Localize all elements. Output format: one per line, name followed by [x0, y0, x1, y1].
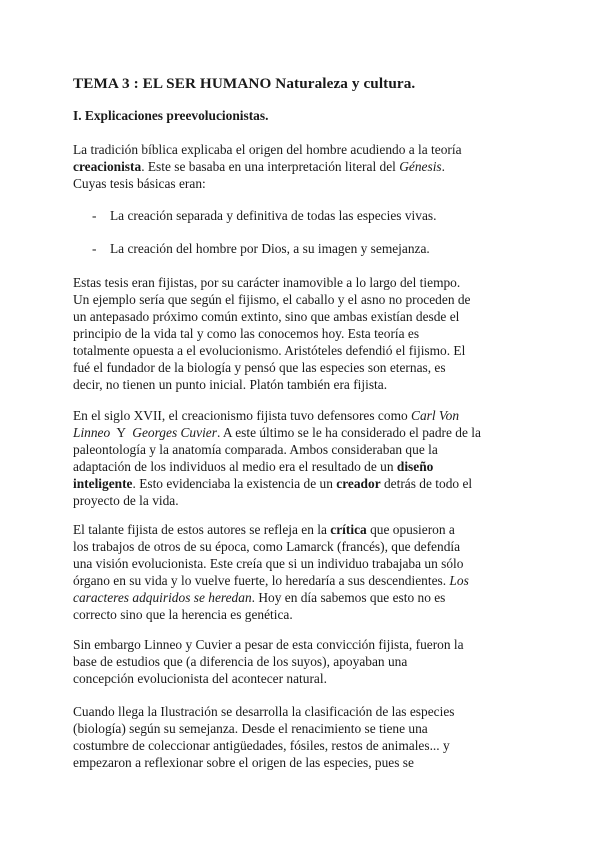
list-item: - La creación separada y definitiva de todas las especies vivas. [92, 208, 437, 223]
paragraph-ilustracion [73, 703, 533, 771]
text-line: proyecto de la vida. [73, 493, 179, 508]
text-line: los trabajos de otros de su época, como Lamarck (francés), que defendía [73, 539, 461, 554]
italic-term: Linneo [73, 425, 111, 440]
text-line: totalmente opuesta a el evolucionismo. Aristóteles defendió el fijismo. El [73, 343, 466, 358]
text-line: costumbre de coleccionar antigüedades, fósiles, restos de animales... y [73, 738, 450, 753]
text-line: una visión evolucionista. Este creía que si un individuo trabajaba un sólo [73, 556, 464, 571]
bold-term: creacionista [73, 159, 142, 174]
list-dash: - [92, 208, 97, 223]
list-item: - La creación del hombre por Dios, a su imagen y semejanza. [92, 241, 430, 256]
text-line: (biología) según su semejanza. Desde el renacimiento se tiene una [73, 721, 428, 736]
text-line: Linneo Y Georges Cuvier. A este último se le ha considerado el padre de la [73, 425, 481, 440]
text-line: Cuyas tesis básicas eran: [73, 176, 206, 191]
text-line: empezaron a reflexionar sobre el origen de las especies, pues se [73, 755, 414, 770]
bold-term: diseño [396, 459, 434, 474]
text-line: Cuando llega la Ilustración se desarrolla la clasificación de las especies [73, 704, 455, 719]
text-line: El talante fijista de estos autores se refleja en la crítica que opusieron a [73, 522, 455, 537]
italic-term: Carl Von [411, 408, 460, 423]
paragraph-intro [73, 141, 533, 192]
italic-term: Georges Cuvier [132, 425, 217, 440]
paragraph-linneo-cuvier [73, 636, 533, 687]
text-line: caracteres adquiridos se heredan. Hoy en día sabemos que esto no es [73, 590, 446, 605]
text-line: correcto sino que la herencia es genética. [73, 607, 293, 622]
text-line: paleontología y la anatomía comparada. Ambos consideraban que la [73, 442, 438, 457]
text-line: Estas tesis eran fijistas, por su carácter inamovible a lo largo del tiempo. [73, 275, 461, 290]
italic-term: Los [449, 573, 469, 588]
text-line: órgano en su vida y lo vuelve fuerte, lo heredaría a sus descendientes. Los [73, 573, 469, 588]
text-line: La tradición bíblica explicaba el origen del hombre acudiendo a la teoría [73, 142, 462, 157]
text-line: decir, no tienen un punto inicial. Platón también era fijista. [73, 377, 388, 392]
paragraph-lamarck [73, 521, 533, 623]
text-line: inteligente. Esto evidenciaba la existencia de un creador detrás de todo el [73, 476, 473, 491]
text-line: un antepasado próximo común extinto, sino que ambas existían desde el [73, 309, 460, 324]
text-line: Sin embargo Linneo y Cuvier a pesar de esta convicción fijista, fueron la [73, 637, 464, 652]
text-line: fué el fundador de la biología y pensó que las especies son eternas, es [73, 360, 446, 375]
bold-term: crítica [330, 522, 367, 537]
page-title: TEMA 3 : EL SER HUMANO Naturaleza y cultura. [73, 75, 416, 92]
text-line: creacionista. Este se basaba en una interpretación literal del Génesis. [73, 159, 445, 174]
list-dash: - [92, 241, 97, 256]
text-line: adaptación de los individuos al medio era el resultado de un diseño [73, 459, 434, 474]
text-line: Un ejemplo sería que según el fijismo, el caballo y el asno no proceden de [73, 292, 471, 307]
paragraph-creacionismo [73, 407, 533, 509]
paragraph-fijismo [73, 274, 533, 393]
italic-term: caracteres adquiridos se heredan [73, 590, 252, 605]
section-heading: I. Explicaciones preevolucionistas. [73, 108, 269, 123]
text-line: En el siglo XVII, el creacionismo fijista tuvo defensores como Carl Von [73, 408, 460, 423]
text-line: base de estudios que (a diferencia de los suyos), apoyaban una [73, 654, 408, 669]
bold-term: inteligente [73, 476, 133, 491]
italic-term: Génesis [399, 159, 442, 174]
text-line: concepción evolucionista del acontecer natural. [73, 671, 327, 686]
text-line: principio de la vida tal y como las conocemos hoy. Esta teoría es [73, 326, 420, 341]
bold-term: creador [336, 476, 381, 491]
